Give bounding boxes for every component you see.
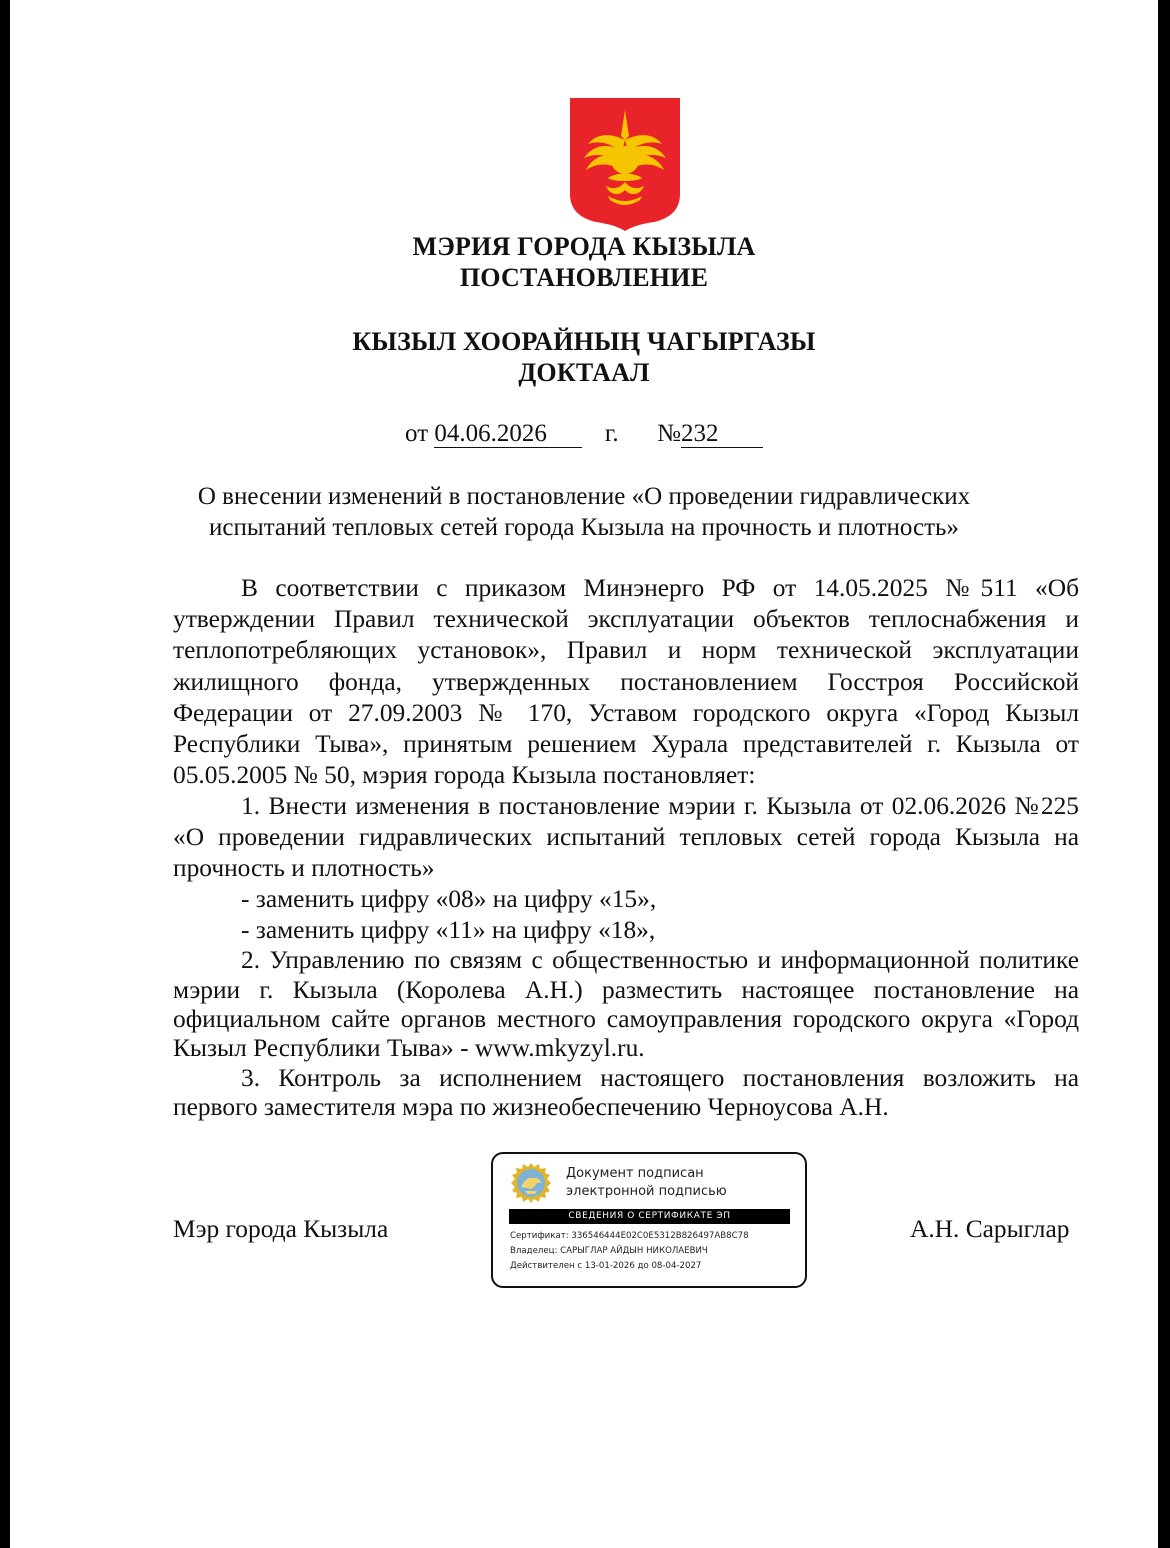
certificate-validity: Действителен с 13-01-2026 до 08-04-2027 [510, 1261, 702, 1271]
stamp-title-line-1: Документ подписан [566, 1166, 704, 1181]
certificate-id: Сертификат: 336546444E02C0E5312B826497AB8C78 [510, 1231, 749, 1241]
bullet-2: - заменить цифру «11» на цифру «18», [241, 916, 656, 945]
stamp-title-line-2: электронной подписью [566, 1184, 727, 1199]
signatory-position: Мэр города Кызыла [173, 1215, 389, 1243]
header-line-1: МЭРИЯ ГОРОДА КЫЗЫЛА [412, 232, 756, 261]
year-suffix: г. [604, 420, 619, 447]
intro-paragraph: В соответствии с приказом Минэнерго РФ от 14.05.2025 №511 «Об утверждении Правил технической эксплуатации объектов теплоснабжения и теплопотребляющих установок», Правил и норм технической эксплуатации жилищного фонда, утвержденных постановлением Госстроя Российской Федерации от 27.09.2003 № 170, Уставом городского округа «Город Кызыл Республики Тыва», принятым решением Хурала представителей г. Кызыла от 05.05.2005 № 50, мэрия города Кызыла постановляет: [173, 574, 1079, 790]
item-1-paragraph: 1. Внести изменения в постановление мэрии г. Кызыла от 02.06.2026 №225 «О проведении гидравлических испытаний тепловых сетей города Кызыла на прочность и плотность» [173, 792, 1079, 883]
bullet-1: - заменить цифру «08» на цифру «15», [241, 885, 657, 914]
document-body [173, 573, 1079, 1122]
tuva-seal-icon [509, 1161, 553, 1205]
signatory-name: А.Н. Сарыглар [910, 1215, 1070, 1243]
number-sign: № [657, 420, 681, 447]
document-page [10, 0, 1158, 1548]
certificate-owner: Владелец: САРЫГЛАР АЙДЫН НИКОЛАЕВИЧ [510, 1246, 708, 1256]
document-number: 232 [681, 421, 763, 448]
document-date: 04.06.2026 [434, 421, 582, 448]
header-line-2: ПОСТАНОВЛЕНИЕ [459, 263, 709, 292]
certificate-info-bar: СВЕДЕНИЯ О СЕРТИФИКАТЕ ЭП [509, 1209, 790, 1224]
date-prefix: от [405, 420, 429, 447]
item-2-paragraph: 2. Управлению по связям с общественностью и информационной политике мэрии г. Кызыла (Королева А.Н.) разместить настоящее постановление на официальном сайте органов местного самоуправления городского округа «Город Кызыл Республики Тыва» - www.mkyzyl.ru. [173, 946, 1079, 1063]
header-line-4: ДОКТААЛ [518, 358, 650, 387]
date-number-line [10, 418, 1158, 450]
item-3-paragraph: 3. Контроль за исполнением настоящего постановления возложить на первого заместителя мэра по жизнеобеспечению Черноусова А.Н. [173, 1063, 1079, 1121]
stamp-title [566, 1165, 727, 1201]
header-line-3: КЫЗЫЛ ХООРАЙНЫҢ ЧАГЫРГАЗЫ [352, 327, 816, 356]
kyzyl-coat-of-arms-icon [568, 96, 682, 232]
document-subject: О внесении изменений в постановление «О проведении гидравлических испытаний тепловых сетей города Кызыла на прочность и плотность» [197, 483, 971, 541]
electronic-signature-stamp [491, 1152, 807, 1288]
